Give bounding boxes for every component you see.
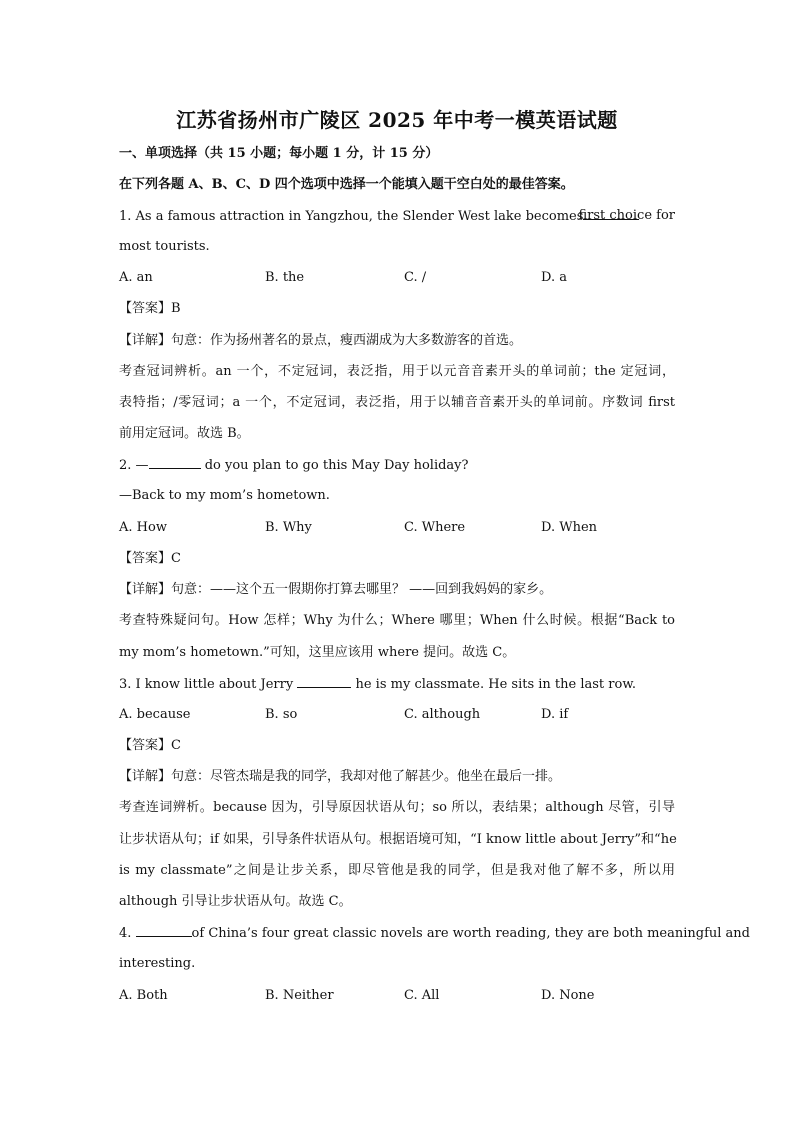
- q4-option-c: C. All: [404, 988, 440, 1003]
- q2-option-c: C. Where: [404, 520, 466, 535]
- q1-option-d: D. a: [541, 270, 567, 285]
- question-2-stem: [119, 457, 469, 474]
- q3-explanation-3: is my classmate”之间是让步关系，即尽管他是我的同学，但是我对他了解不多，所以用: [119, 863, 675, 878]
- question-4-stem-end: of China’s four great classic novels are worth reading, they are both meaningful and: [191, 926, 750, 941]
- q3-explanation-2: 让步状语从句；if 如果，引导条件状语从句。根据语境可知，“I know little about Jerry”和“he: [119, 832, 677, 847]
- question-4-stem: [119, 925, 750, 942]
- q2-detail: 【详解】句意：——这个五一假期你打算去哪里？ ——回到我妈妈的家乡。: [119, 582, 553, 597]
- question-1-stem-start: 1. As a famous attraction in Yangzhou, the Slender West lake becomes: [119, 209, 584, 224]
- question-3-stem-end: he is my classmate. He sits in the last row.: [355, 677, 637, 692]
- page-title: 江苏省扬州市广陵区 2025 年中考一模英语试题: [176, 108, 618, 132]
- question-2-reply: —Back to my mom’s hometown.: [119, 488, 330, 503]
- q2-option-d: D. When: [541, 520, 598, 535]
- q3-option-d: D. if: [541, 707, 569, 722]
- question-3-stem-start: 3. I know little about Jerry: [119, 677, 294, 692]
- question-1-stem: [119, 208, 675, 225]
- q3-option-c: C. although: [404, 707, 481, 722]
- q4-option-d: D. None: [541, 988, 595, 1003]
- q1-explanation-3: 前用定冠词。故选 B。: [119, 426, 250, 441]
- section-heading: 一、单项选择（共 15 小题；每小题 1 分，计 15 分）: [119, 146, 439, 161]
- q3-explanation-1: 考查连词辨析。because 因为，引导原因状语从句；so 所以，表结果；although 尽管，引导: [119, 800, 675, 815]
- question-2-stem-start: 2. —: [119, 458, 149, 473]
- q2-explanation-2: my mom’s hometown.”可知，这里应该用 where 提问。故选 C。: [119, 645, 516, 660]
- question-1-stem-cont: most tourists.: [119, 239, 210, 254]
- question-4-stem-cont: interesting.: [119, 956, 196, 971]
- q1-explanation-1: 考查冠词辨析。an 一个，不定冠词，表泛指，用于以元音音素开头的单词前；the 定冠词，: [119, 364, 675, 379]
- answer-blank: [149, 457, 201, 469]
- q1-option-b: B. the: [265, 270, 305, 285]
- q2-option-a: A. How: [119, 520, 167, 535]
- q3-option-a: A. because: [119, 707, 191, 722]
- q3-detail: 【详解】句意：尽管杰瑞是我的同学，我却对他了解甚少。他坐在最后一排。: [119, 769, 562, 784]
- answer-blank: [136, 925, 192, 937]
- q1-detail: 【详解】句意：作为扬州著名的景点，瘦西湖成为大多数游客的首选。: [119, 333, 523, 348]
- question-3-stem: [119, 676, 636, 693]
- q1-explanation-2: 表特指；/零冠词；a 一个，不定冠词，表泛指，用于以辅音音素开头的单词前。序数词 first: [119, 395, 675, 410]
- q1-option-a: A. an: [119, 270, 153, 285]
- q4-option-b: B. Neither: [265, 988, 334, 1003]
- q2-explanation-1: 考查特殊疑问句。How 怎样；Why 为什么；Where 哪里；When 什么时候。根据“Back to: [119, 613, 675, 628]
- q2-option-b: B. Why: [265, 520, 312, 535]
- question-1-stem-end: first choice for: [578, 208, 675, 223]
- q1-answer: 【答案】B: [119, 301, 181, 316]
- q2-answer: 【答案】C: [119, 551, 181, 566]
- answer-blank: [297, 676, 351, 688]
- section-instruction: 在下列各题 A、B、C、D 四个选项中选择一个能填入题干空白处的最佳答案。: [119, 177, 574, 192]
- q3-answer: 【答案】C: [119, 738, 181, 753]
- q3-option-b: B. so: [265, 707, 298, 722]
- q1-option-c: C. /: [404, 270, 427, 285]
- question-2-stem-end: do you plan to go this May Day holiday?: [204, 458, 469, 473]
- q4-option-a: A. Both: [119, 988, 168, 1003]
- question-4-stem-start: 4.: [119, 926, 132, 941]
- q3-explanation-4: although 引导让步状语从句。故选 C。: [119, 894, 352, 909]
